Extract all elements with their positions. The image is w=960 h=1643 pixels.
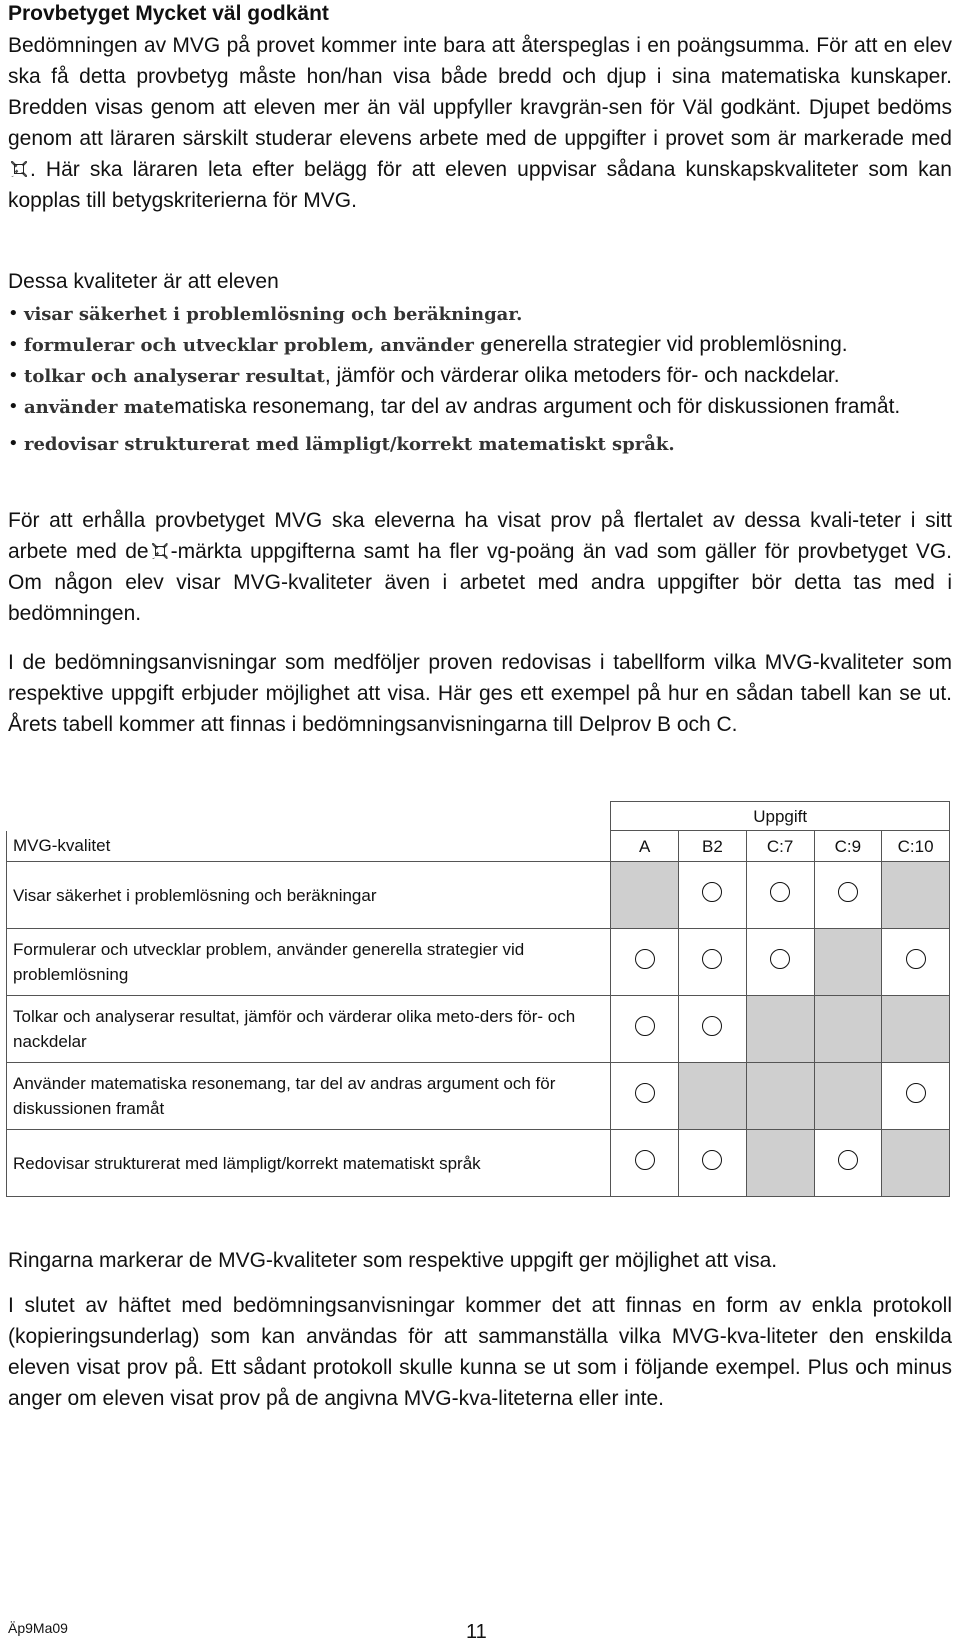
table-cell bbox=[679, 996, 747, 1063]
circle-icon bbox=[906, 1083, 926, 1103]
circle-icon bbox=[770, 882, 790, 902]
document-code: Äp9Ma09 bbox=[8, 1620, 68, 1636]
shaded-cell bbox=[882, 862, 950, 929]
shaded-cell bbox=[611, 862, 679, 929]
page-number: 11 bbox=[466, 1621, 487, 1643]
table-cell bbox=[882, 929, 950, 996]
shaded-cell bbox=[814, 996, 882, 1063]
table-cell bbox=[746, 862, 814, 929]
table-row bbox=[7, 996, 950, 1063]
circle-icon bbox=[702, 1150, 722, 1170]
circles-note: Ringarna markerar de MVG-kvaliteter som respektive uppgift ger möjlighet att visa. bbox=[8, 1249, 778, 1272]
table-row bbox=[7, 1130, 950, 1197]
column-header: A bbox=[611, 831, 679, 862]
circle-icon bbox=[635, 949, 655, 969]
circle-icon bbox=[770, 949, 790, 969]
list-item: • visar säkerhet i problemlösning och beräkningar. bbox=[8, 299, 952, 330]
table-cell bbox=[882, 1063, 950, 1130]
circle-icon bbox=[702, 949, 722, 969]
list-item: • formulerar och utvecklar problem, använder generella strategier vid problemlösning. bbox=[8, 330, 952, 361]
mvg-marker-icon bbox=[152, 543, 168, 559]
column-header: C:7 bbox=[746, 831, 814, 862]
list-item: • redovisar strukturerat med lämpligt/korrekt matematiskt språk. bbox=[8, 429, 952, 460]
intro-text-2: . Här ska läraren leta efter belägg för att eleven uppvisar sådana kunskapskvaliteter som kan kopplas till betygskriterierna för MVG. bbox=[8, 158, 952, 212]
shaded-cell bbox=[814, 1063, 882, 1130]
list-item: • använder matematiska resonemang, tar del av andras argument och för diskussionen framåt. bbox=[8, 392, 952, 423]
page-title: Provbetyget Mycket väl godkänt bbox=[8, 2, 329, 25]
table-cell bbox=[679, 1130, 747, 1197]
table-cell bbox=[611, 1063, 679, 1130]
circle-icon bbox=[635, 1016, 655, 1036]
circle-icon bbox=[906, 949, 926, 969]
table-cell bbox=[679, 862, 747, 929]
grading-paragraph: För att erhålla provbetyget MVG ska eleverna ha visat prov på flertalet av dessa kvali-teter i sitt arbete med de -märkta uppgifterna samt ha fler vg-poäng än vad som gäller för provbetyget VG. Om någon elev visar MVG-kvaliteter även i arbetet med andra uppgifter bör detta tas med i bedömningen. bbox=[8, 509, 952, 625]
list-item: • tolkar och analyserar resultat, jämför och värderar olika metoders för- och nackdelar. bbox=[8, 361, 952, 392]
shaded-cell bbox=[882, 996, 950, 1063]
quality-label: Använder matematiska resonemang, tar del av andras argument och för diskussionen framåt bbox=[7, 1063, 611, 1130]
intro-paragraph bbox=[8, 30, 952, 216]
circle-icon bbox=[702, 1016, 722, 1036]
mvg-quality-table bbox=[6, 801, 950, 1197]
column-header: C:9 bbox=[814, 831, 882, 862]
intro-text-1: Bedömningen av MVG på provet kommer inte bara att återspeglas i en poängsumma. För att en elev ska få detta provbetyg måste hon/han visa både bredd och djup i sina matematiska kunskaper. Bredden visas genom att eleven mer än väl uppfyller kravgrän-sen för Väl godkänt. Djupet bedöms genom att läraren särskilt studerar elevens arbete med de uppgifter i provet som är markerade med bbox=[8, 34, 952, 150]
protocol-paragraph: I slutet av häftet med bedömningsanvisningar kommer det att finnas en form av enkla protokoll (kopieringsunderlag) som kan användas för att sammanställa vilka MVG-kva-liteter den enskilda eleven visat prov på. Ett sådant protokoll skulle kunna se ut som i följande exempel. Plus och minus anger om eleven visat prov på de angivna MVG-kva-liteterna eller inte. bbox=[8, 1294, 952, 1410]
circle-icon bbox=[702, 882, 722, 902]
table-cell bbox=[746, 929, 814, 996]
table-cell bbox=[679, 929, 747, 996]
table-row bbox=[7, 929, 950, 996]
table-intro-paragraph: I de bedömningsanvisningar som medföljer proven redovisas i tabellform vilka MVG-kvaliteter som respektive uppgift erbjuder möjlighet att visa. Här ges ett exempel på hur en sådan tabell kan se ut. Årets tabell kommer att finnas i bedömningsanvisningarna till Delprov B och C. bbox=[8, 651, 952, 736]
shaded-cell bbox=[746, 1063, 814, 1130]
table-row bbox=[7, 862, 950, 929]
table-cell bbox=[611, 996, 679, 1063]
column-header: C:10 bbox=[882, 831, 950, 862]
column-header: B2 bbox=[679, 831, 747, 862]
table-row-header: MVG-kvalitet bbox=[7, 831, 611, 862]
table-cell bbox=[611, 929, 679, 996]
circle-icon bbox=[838, 1150, 858, 1170]
quality-label: Formulerar och utvecklar problem, använder generella strategier vid problemlösning bbox=[7, 929, 611, 996]
qualities-heading: Dessa kvaliteter är att eleven bbox=[8, 270, 279, 293]
circle-icon bbox=[635, 1083, 655, 1103]
qualities-list bbox=[8, 299, 952, 460]
quality-label: Tolkar och analyserar resultat, jämför och värderar olika meto-ders för- och nackdelar bbox=[7, 996, 611, 1063]
table-group-header: Uppgift bbox=[611, 802, 950, 831]
shaded-cell bbox=[814, 929, 882, 996]
quality-label: Redovisar strukturerat med lämpligt/korrekt matematiskt språk bbox=[7, 1130, 611, 1197]
shaded-cell bbox=[746, 996, 814, 1063]
shaded-cell bbox=[882, 1130, 950, 1197]
quality-label: Visar säkerhet i problemlösning och beräkningar bbox=[7, 862, 611, 929]
circle-icon bbox=[838, 882, 858, 902]
table-cell bbox=[814, 1130, 882, 1197]
table-cell bbox=[814, 862, 882, 929]
circle-icon bbox=[635, 1150, 655, 1170]
shaded-cell bbox=[679, 1063, 747, 1130]
table-cell bbox=[611, 1130, 679, 1197]
table-row bbox=[7, 1063, 950, 1130]
shaded-cell bbox=[746, 1130, 814, 1197]
mvg-marker-icon bbox=[11, 161, 27, 177]
